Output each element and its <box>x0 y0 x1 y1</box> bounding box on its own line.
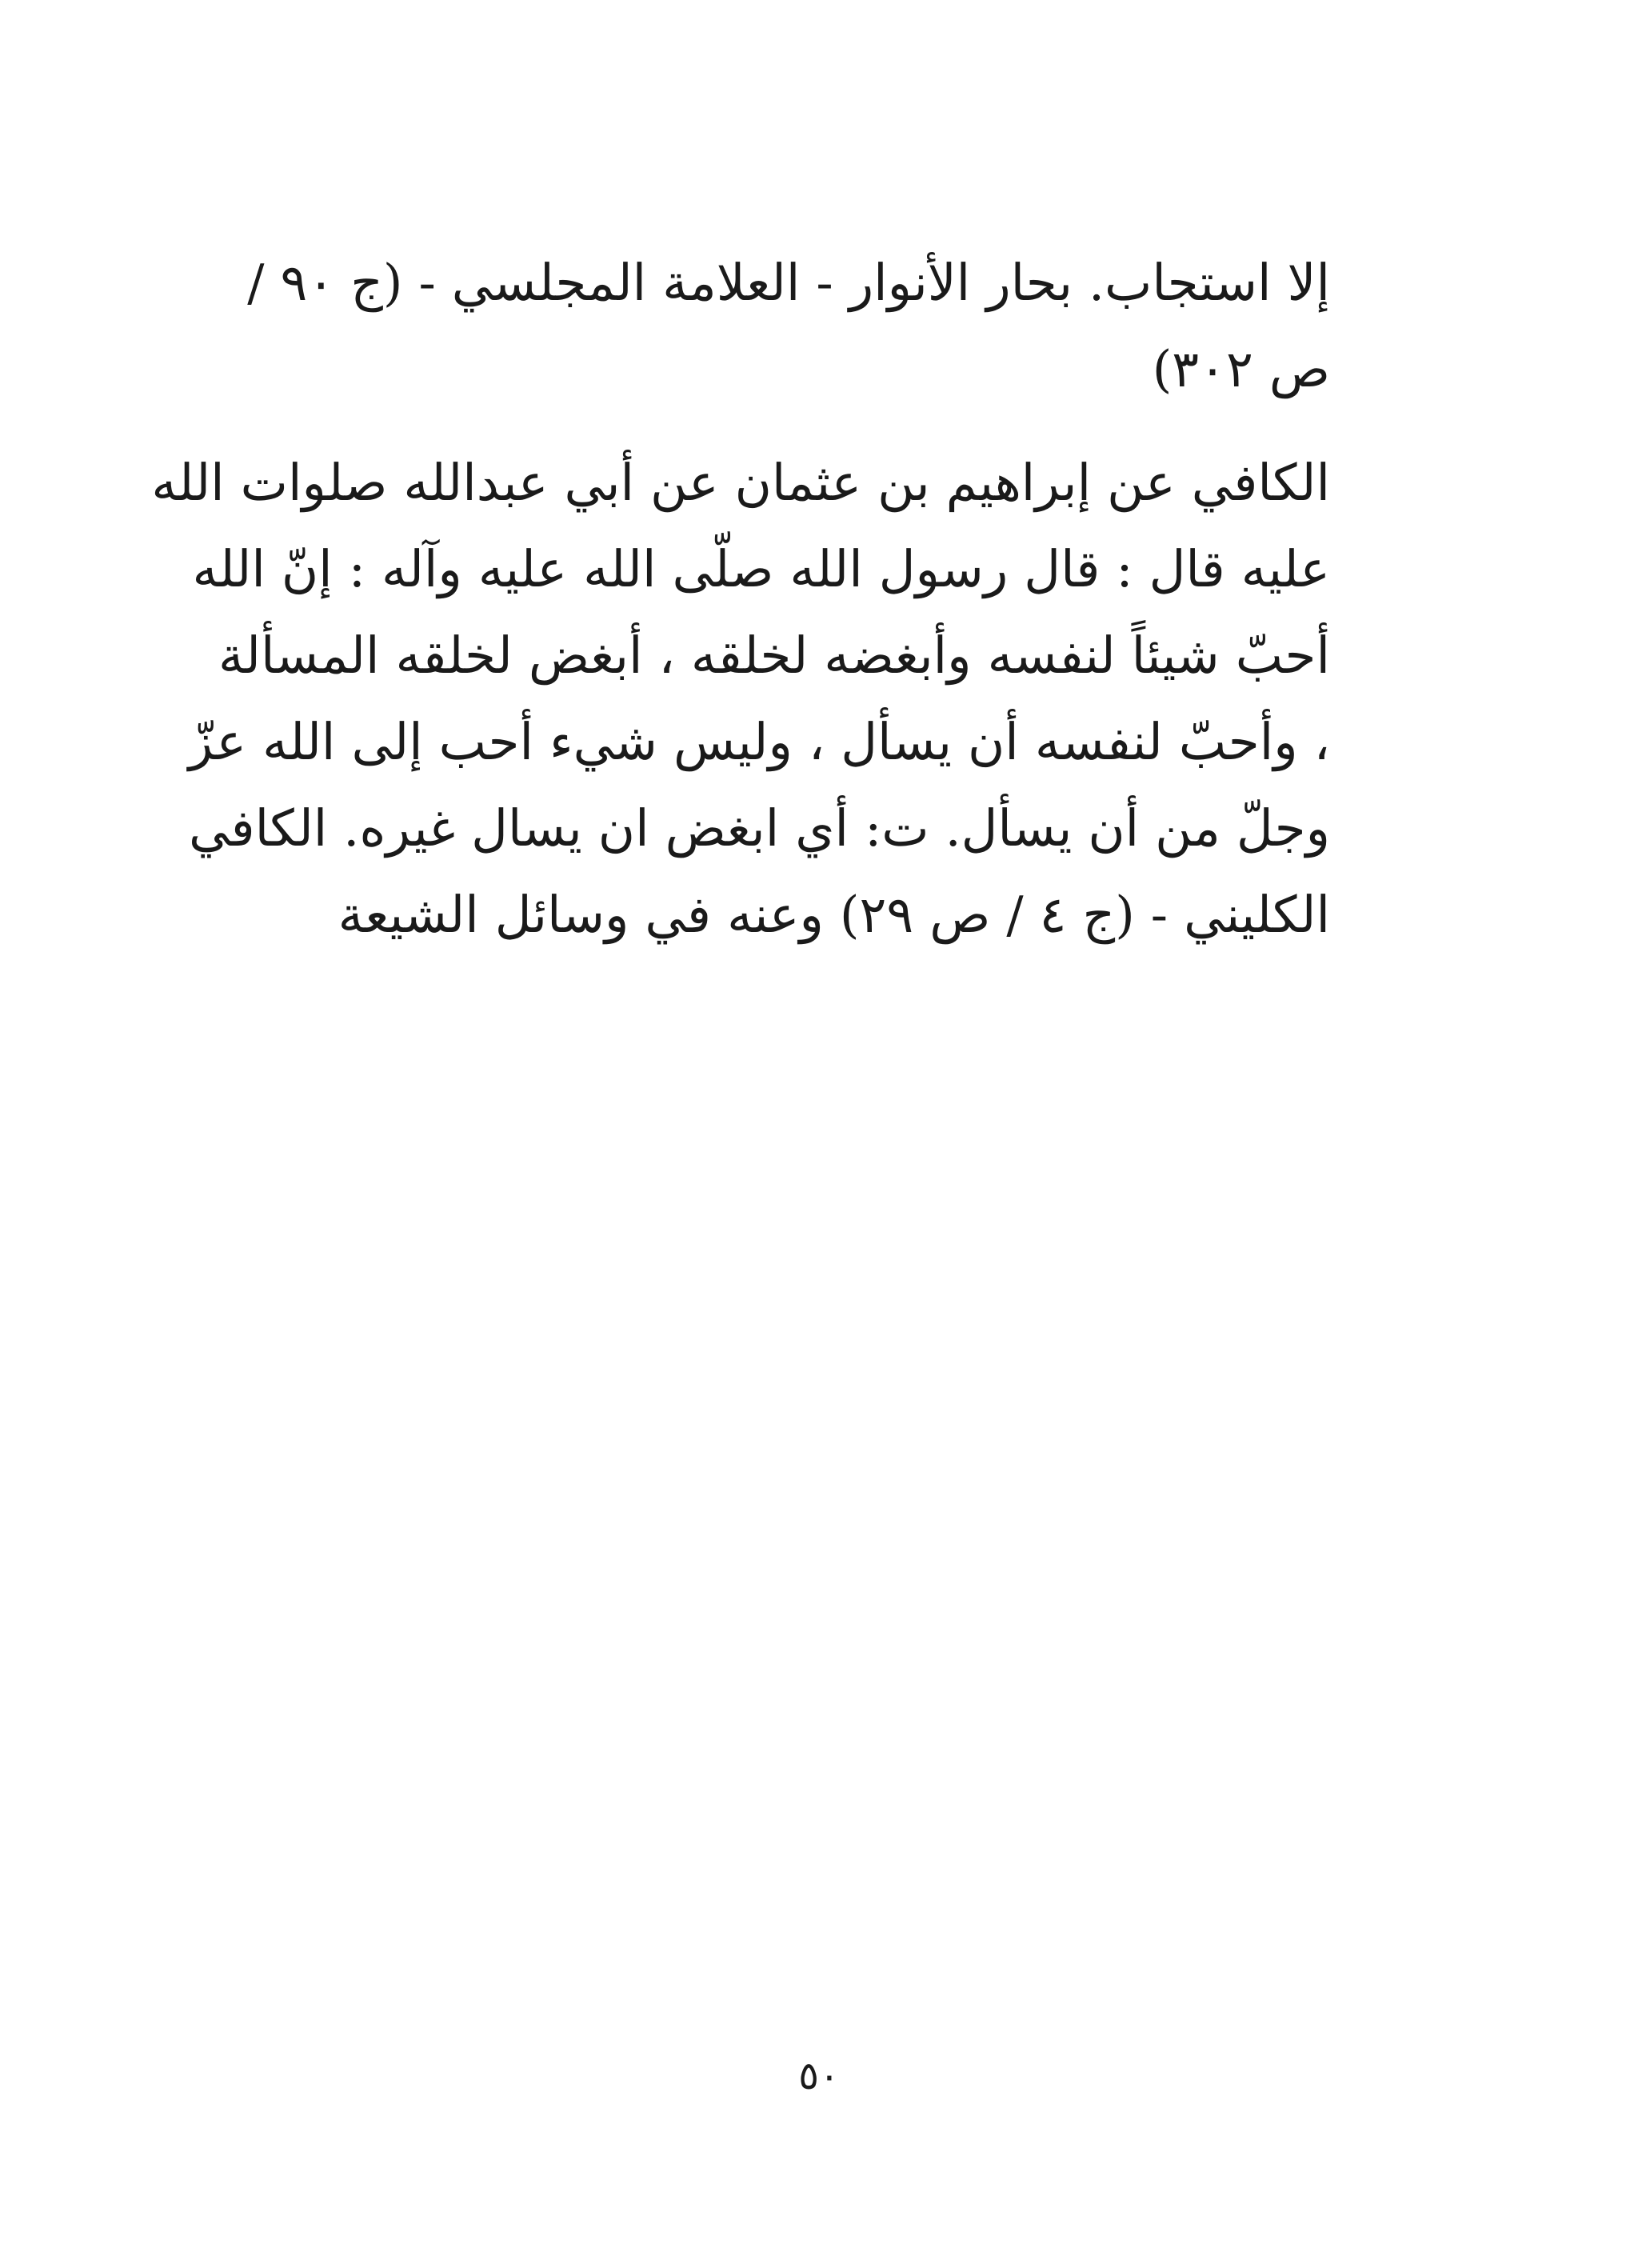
page-number: ٥٠ <box>798 2054 840 2098</box>
text-line: إلا استجاب. بحار الأنوار - العلامة المجلسي - (ج ٩٠ / <box>247 254 1330 312</box>
text-line: الكافي عن إبراهيم بن عثمان عن أبي عبدالله صلوات الله <box>151 454 1330 512</box>
text-line: وجلّ من أن يسأل. ت: أي ابغض ان يسال غيره. الكافي <box>188 799 1330 858</box>
paragraph-1 <box>247 240 1330 413</box>
text-line: أحبّ شيئاً لنفسه وأبغضه لخلقه ، أبغض لخلقه المسألة <box>218 626 1330 685</box>
paragraph-2 <box>151 440 1330 958</box>
text-line: ص ٣٠٢) <box>1152 340 1330 398</box>
text-line: ، وأحبّ لنفسه أن يسأل ، وليس شيء أحب إلى الله عزّ <box>188 713 1330 771</box>
text-line: الكليني - (ج ٤ / ص ٢٩) وعنه في وسائل الشيعة <box>338 886 1330 944</box>
text-line: عليه قال : قال رسول الله صلّى الله عليه وآله : إنّ الله <box>192 540 1330 598</box>
